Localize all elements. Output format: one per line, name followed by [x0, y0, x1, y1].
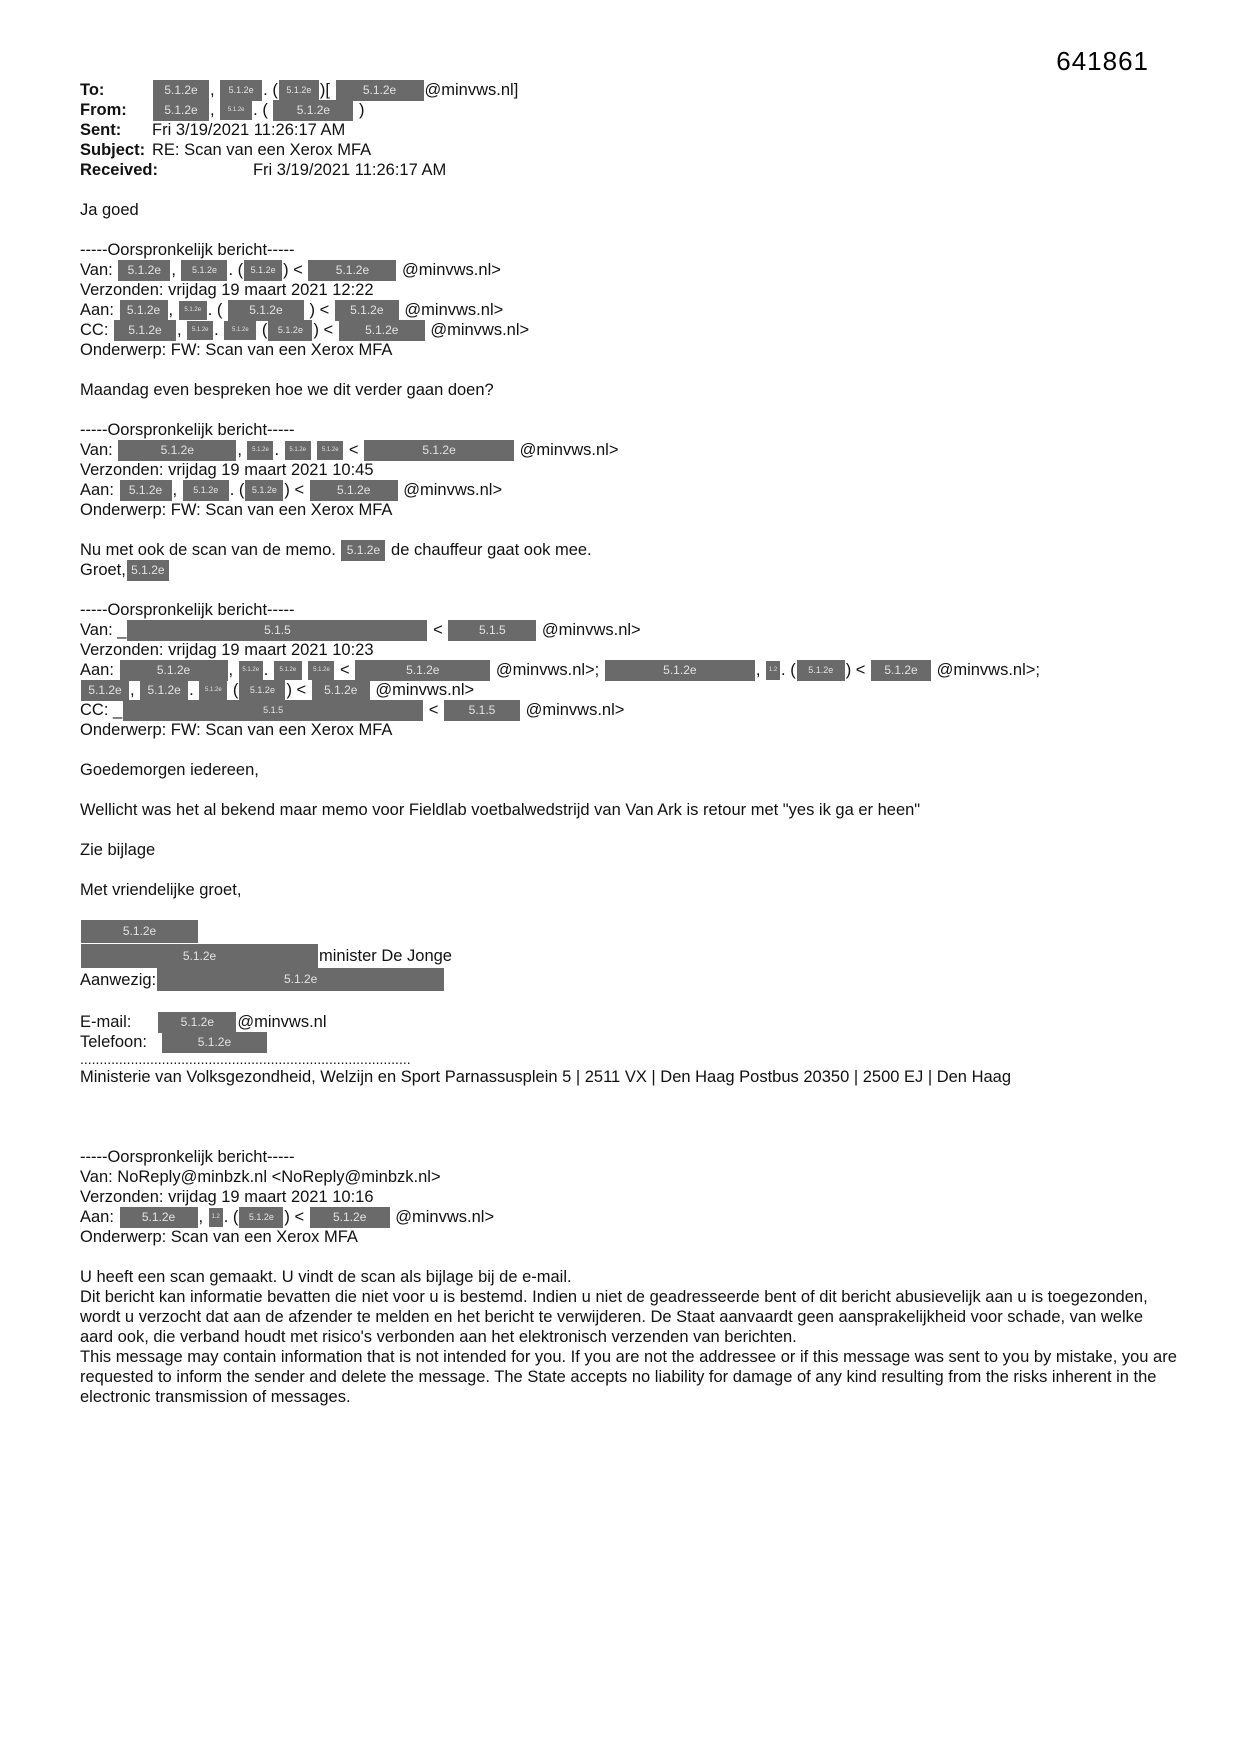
text-run: Aan: [80, 301, 119, 319]
text-run: @minvws.nl> [397, 261, 501, 279]
text-run: < [428, 621, 448, 639]
onderwerp-line [80, 720, 1180, 740]
signature-redaction-row [80, 944, 1180, 968]
text-run: Verzonden: vrijdag 19 maart 2021 10:23 [80, 641, 374, 659]
text-run: . ( [223, 1208, 239, 1226]
text-run: . [274, 441, 284, 459]
blank-line [80, 900, 1180, 920]
text-run: ) < [283, 261, 308, 279]
redaction-box: 5.1.2e [279, 80, 319, 101]
redaction-box: 5.1.2e [220, 101, 252, 120]
text-run: @minvws.nl> [398, 481, 503, 499]
redaction-box: 5.1.2e [274, 661, 302, 680]
redaction-box: 5.1.2e [310, 480, 398, 501]
text-run: CC: [80, 321, 113, 339]
text-run: Onderwerp: FW: Scan van een Xerox MFA [80, 721, 393, 739]
redaction-box: 5.1.2e [228, 300, 304, 321]
blank-line [80, 780, 1180, 800]
body-text [80, 200, 1180, 220]
redaction-box: 5.1.2e [120, 1207, 198, 1228]
disclaimer-line [80, 1267, 1180, 1287]
text-run: de chauffeur gaat ook mee. [386, 541, 592, 559]
redaction-box: 5.1.2e [308, 661, 334, 680]
body-text [80, 760, 1180, 780]
text-run: -----Oorspronkelijk bericht----- [80, 601, 295, 619]
verzonden-line [80, 1187, 1180, 1207]
verzonden-line [80, 280, 1180, 300]
redaction-box: 5.1.2e [81, 920, 198, 943]
text-run: . [214, 321, 224, 339]
body-text [80, 880, 1180, 900]
text-run: E-mail: [80, 1013, 132, 1031]
text-run: Maandag even bespreken hoe we dit verder gaan doen? [80, 381, 494, 399]
text-run: Aanwezig: [80, 971, 157, 989]
redaction-box: 5.1.2e [239, 1207, 283, 1228]
text-run: . ( [263, 81, 278, 99]
blank-line [80, 520, 1180, 540]
text-run: Van: NoReply@minbzk.nl <NoReply@minbzk.nl> [80, 1168, 441, 1186]
text-run: < [344, 441, 364, 459]
blank-line [80, 992, 1180, 1012]
header-received [80, 160, 1180, 180]
text-run: @minvws.nl> [537, 621, 641, 639]
text-run: . ( [229, 481, 245, 499]
redaction-box: 5.1.2e [179, 301, 207, 320]
text-run: Zie bijlage [80, 841, 156, 859]
redaction-box: 5.1.2e [162, 1032, 267, 1053]
aan-line [80, 300, 1180, 320]
text-run: , [210, 101, 220, 119]
redaction-box: 5.1.2e [153, 100, 209, 121]
text-run: . ( [253, 101, 273, 119]
onderwerp-line [80, 340, 1180, 360]
onderwerp-line [80, 500, 1180, 520]
redaction-box: 5.1.2e [187, 321, 213, 340]
blank-line [80, 1247, 1180, 1267]
redaction-box: 5.1.2e [244, 260, 282, 281]
text-run: , [228, 661, 238, 679]
header-from [80, 100, 1180, 120]
text-run: RE: Scan van een Xerox MFA [152, 141, 372, 159]
redaction-box: 5.1.2e [285, 441, 311, 460]
redaction-box: 5.1.2e [140, 680, 188, 701]
text-run: @minvws.nl> [521, 701, 625, 719]
text-run: , [198, 1208, 208, 1226]
document-number: 641861 [1056, 46, 1149, 76]
signature-aanwezig-row [80, 968, 1180, 992]
text-run: Ja goed [80, 201, 139, 219]
text-run: , [177, 321, 187, 339]
redaction-box: 5.1.2e [158, 1012, 236, 1033]
field-label: To: [80, 81, 105, 99]
text-run: ..................................................................................... [80, 1052, 411, 1067]
text-run: CC: _ [80, 701, 123, 719]
text-run: Verzonden: vrijdag 19 maart 2021 10:16 [80, 1188, 374, 1206]
cc-line [80, 700, 1180, 720]
redaction-box: 5.1.5 [448, 620, 536, 641]
text-run: @minvws.nl>; [932, 661, 1040, 679]
redaction-box: 5.1.2e [308, 260, 396, 281]
redaction-box: 5.1.2e [364, 440, 514, 461]
redaction-box: 5.1.2e [220, 80, 262, 101]
redaction-box: 5.1.2e [268, 320, 312, 341]
blank-line [80, 740, 1180, 760]
signature-email-row [80, 1012, 1180, 1032]
redaction-box: 5.1.2e [181, 260, 227, 281]
blank-line [80, 220, 1180, 240]
body-text [80, 380, 1180, 400]
text-run: . ( [228, 261, 244, 279]
text-run: , [130, 681, 140, 699]
spacer [131, 1026, 157, 1027]
text-run: Onderwerp: Scan van een Xerox MFA [80, 1228, 358, 1246]
redaction-box: 5.1.5 [127, 620, 427, 641]
text-run: Onderwerp: FW: Scan van een Xerox MFA [80, 341, 393, 359]
redaction-box: 5.1.2e [355, 660, 490, 681]
text-run [312, 441, 317, 459]
text-run: @minvws.nl] [424, 81, 519, 99]
text-run: Ministerie van Volksgezondheid, Welzijn en Sport Parnassusplein 5 | 2511 VX | Den Haag Postbus 20350 | 2500 EJ | Den Haag [80, 1068, 1012, 1086]
text-run: Aan: [80, 661, 119, 679]
redaction-box: 5.1.2e [317, 441, 343, 460]
text-run: Fri 3/19/2021 11:26:17 AM [152, 121, 346, 139]
redaction-box: 5.1.2e [81, 944, 318, 968]
body-text [80, 840, 1180, 860]
text-run: Van: [80, 261, 118, 279]
text-run: , [210, 81, 220, 99]
text-run: , [172, 481, 182, 499]
redaction-box: 5.1.2e [118, 440, 236, 461]
dotted-separator [80, 1052, 1180, 1067]
text-run: U heeft een scan gemaakt. U vindt de scan als bijlage bij de e-mail. [80, 1268, 572, 1286]
text-run: Goedemorgen iedereen, [80, 761, 259, 779]
text-run: Aan: [80, 1208, 119, 1226]
redaction-box: 5.1.2e [120, 480, 172, 501]
field-label: From: [80, 101, 127, 119]
text-run: < [424, 701, 443, 719]
blank-line [80, 860, 1180, 880]
redaction-box: 5.1.2e [157, 968, 444, 991]
redaction-box: 5.1.2e [81, 680, 129, 701]
redaction-box: 5.1.2e [120, 660, 228, 681]
text-run: ) < [284, 1208, 309, 1226]
blank-line [80, 1127, 1180, 1147]
redaction-box: 5.1.2e [341, 540, 385, 561]
header-sent [80, 120, 1180, 140]
text-run: Fri 3/19/2021 11:26:17 AM [252, 161, 447, 179]
van-line [80, 440, 1180, 460]
text-run: Nu met ook de scan van de memo. [80, 541, 341, 559]
text-run: ) < [284, 481, 309, 499]
redaction-box: 5.1.5 [123, 700, 423, 721]
blank-line [80, 820, 1180, 840]
text-run: ) [354, 101, 365, 119]
text-run: , [755, 661, 766, 679]
redaction-box: 1.2 [766, 661, 780, 680]
text-run: Verzonden: vrijdag 19 maart 2021 10:45 [80, 461, 374, 479]
redaction-box: 1.2 [209, 1208, 223, 1227]
redaction-box: 5.1.2e [127, 560, 169, 581]
text-run [303, 661, 308, 679]
text-run: . [263, 661, 273, 679]
text-run: Met vriendelijke groet, [80, 881, 242, 899]
text-run: Groet, [80, 561, 126, 579]
redaction-box: 5.1.2e [199, 681, 227, 700]
signature-phone-row [80, 1032, 1180, 1052]
field-label: Subject: [80, 141, 146, 159]
text-run: Verzonden: vrijdag 19 maart 2021 12:22 [80, 281, 374, 299]
onderwerp-line [80, 1227, 1180, 1247]
field-label: Received: [80, 161, 158, 179]
aan-line [80, 660, 1180, 680]
text-run: ) < [286, 681, 311, 699]
text-run: . ( [781, 661, 796, 679]
redaction-box: 5.1.2e [224, 321, 256, 340]
header-subject [80, 140, 1180, 160]
van-line [80, 1167, 1180, 1187]
text-run: Van: _ [80, 621, 127, 639]
text-run: @minvws.nl> [515, 441, 619, 459]
text-run: ) < [304, 301, 334, 319]
redaction-box: 5.1.2e [336, 80, 424, 101]
text-run: Wellicht was het al bekend maar memo voor Fieldlab voetbalwedstrijd van Van Ark is retour met "yes ik ga er heen" [80, 801, 921, 819]
redaction-box: 5.1.2e [239, 680, 285, 701]
text-run: Telefoon: [80, 1033, 147, 1051]
text-run: Onderwerp: FW: Scan van een Xerox MFA [80, 501, 393, 519]
text-run: @minvws.nl> [390, 1208, 495, 1226]
body-text [80, 800, 1180, 820]
text-run: Aan: [80, 481, 119, 499]
text-run: minister De Jonge [319, 947, 452, 965]
text-run: @minvws.nl> [399, 301, 504, 319]
verzonden-line [80, 460, 1180, 480]
text-run: , [171, 261, 181, 279]
redaction-box: 5.1.2e [114, 320, 176, 341]
blank-line [80, 360, 1180, 380]
text-run: ) < [313, 321, 338, 339]
van-line [80, 260, 1180, 280]
body-text [80, 560, 1180, 580]
redaction-box: 5.1.2e [312, 680, 370, 701]
redaction-box: 5.1.2e [120, 300, 168, 321]
blank-line [80, 1087, 1180, 1107]
redaction-box: 5.1.2e [871, 660, 931, 681]
text-run: -----Oorspronkelijk bericht----- [80, 421, 295, 439]
text-run: ( [257, 321, 268, 339]
disclaimer-english [80, 1347, 1180, 1407]
email-body [80, 80, 1180, 1407]
text-run: . [189, 681, 199, 699]
disclaimer-dutch [80, 1287, 1180, 1347]
text-run: @minvws.nl>; [491, 661, 604, 679]
original-message-divider [80, 420, 1180, 440]
cc-line [80, 320, 1180, 340]
original-message-divider [80, 240, 1180, 260]
original-message-divider [80, 1147, 1180, 1167]
redaction-box: 5.1.2e [183, 480, 229, 501]
blank-line [80, 180, 1180, 200]
text-run: @minvws.nl [237, 1013, 327, 1031]
text-run: -----Oorspronkelijk bericht----- [80, 241, 295, 259]
redaction-box: 5.1.2e [247, 441, 273, 460]
spacer [147, 1046, 161, 1047]
text-run: Van: [80, 441, 118, 459]
header-to [80, 80, 1180, 100]
ministry-address [80, 1067, 1180, 1087]
text-run: . ( [207, 301, 227, 319]
spacer [158, 174, 253, 175]
redaction-box: 5.1.2e [118, 260, 170, 281]
redaction-box: 5.1.5 [444, 700, 520, 721]
redaction-box: 5.1.2e [335, 300, 399, 321]
text-run: -----Oorspronkelijk bericht----- [80, 1148, 295, 1166]
text-run: < [335, 661, 355, 679]
aan-line [80, 480, 1180, 500]
blank-line [80, 580, 1180, 600]
redaction-box: 5.1.2e [239, 661, 263, 680]
text-run: @minvws.nl> [370, 681, 475, 699]
text-run: )[ [319, 81, 335, 99]
redaction-box: 5.1.2e [797, 660, 845, 681]
redaction-box: 5.1.2e [273, 100, 353, 121]
redaction-box: 5.1.2e [245, 480, 283, 501]
text-run: Dit bericht kan informatie bevatten die niet voor u is bestemd. Indien u niet de geadresseerde bent of dit bericht abusievelijk aan u is toegezonden, wordt u verzocht dat aan de afzender te melden en het bericht te verwijderen. De Staat aanvaardt geen aansprakelijkheid voor schade, van welke aard ook, die verband houdt met risico's verbonden aan het elektronisch verzenden van berichten. [80, 1288, 1148, 1346]
text-run: @minvws.nl> [425, 321, 530, 339]
text-run: ) < [845, 661, 871, 679]
blank-line [80, 1107, 1180, 1127]
verzonden-line [80, 640, 1180, 660]
redaction-box: 5.1.2e [605, 660, 755, 681]
field-label: Sent: [80, 121, 122, 139]
body-text [80, 540, 1180, 560]
redaction-box: 5.1.2e [339, 320, 425, 341]
text-run: This message may contain information that is not intended for you. If you are not the addressee or if this message was sent to you by mistake, you are requested to inform the sender and delete the message. The State accepts no liability for damage of any kind resulting from the risks inherent in the electronic transmission of messages. [80, 1348, 1177, 1406]
original-message-divider [80, 600, 1180, 620]
text-run: , [237, 441, 247, 459]
blank-line [80, 400, 1180, 420]
text-run: , [168, 301, 178, 319]
van-line [80, 620, 1180, 640]
aan-line [80, 1207, 1180, 1227]
signature-redaction-row [80, 920, 1180, 944]
aan-line-continued [80, 680, 1180, 700]
redaction-box: 5.1.2e [310, 1207, 390, 1228]
redaction-box: 5.1.2e [153, 80, 209, 101]
text-run: ( [228, 681, 239, 699]
